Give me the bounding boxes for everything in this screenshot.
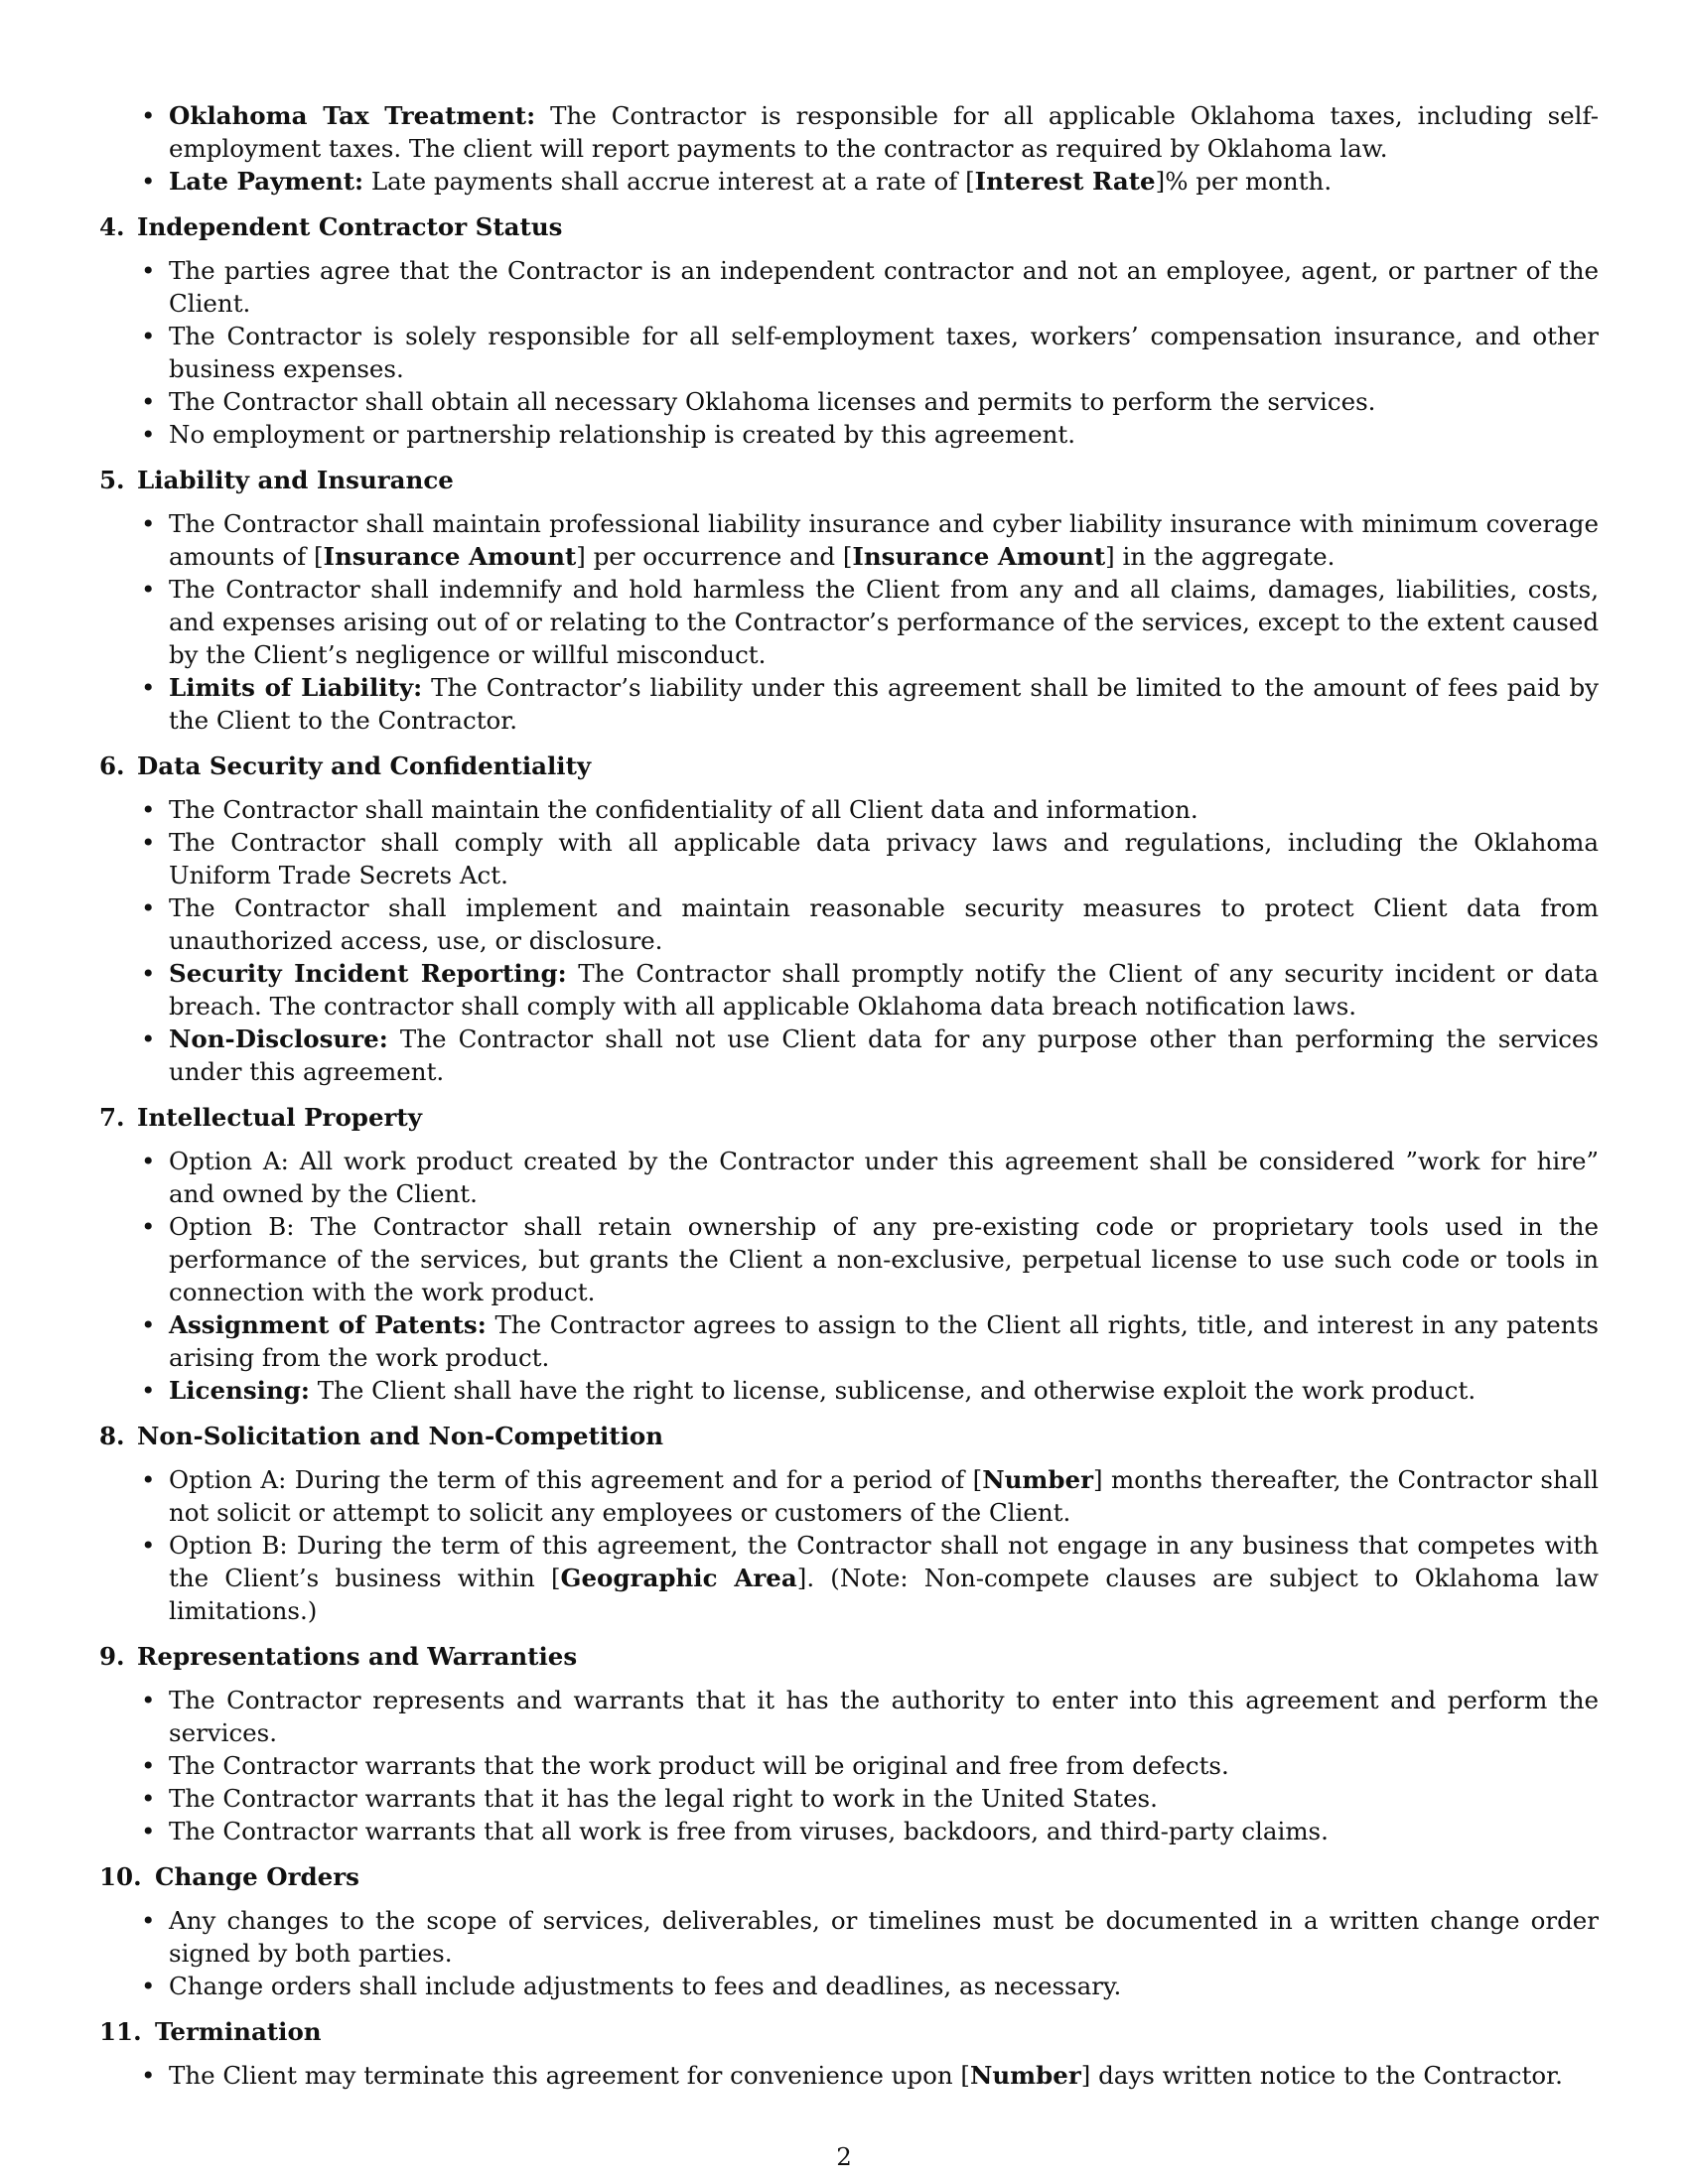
section-title: Representations and Warranties <box>137 1642 578 1671</box>
list-item: • Oklahoma Tax Treatment: The Contractor is responsible for all applicable Oklahoma taxes, including self-employment taxes. The client will report payments to the contractor as required by Oklahoma law. <box>99 99 1599 165</box>
section-number: 10. <box>99 1862 142 1891</box>
section-list <box>99 1463 1599 1627</box>
list-item: • The Contractor shall obtain all necessary Oklahoma licenses and permits to perform the services. <box>99 385 1599 418</box>
term-label: Late Payment: <box>169 167 364 196</box>
list-item: • The Contractor represents and warrants that it has the authority to enter into this agreement and perform the services. <box>99 1684 1599 1749</box>
section-title: Intellectual Property <box>137 1103 422 1132</box>
list-item: • The Contractor shall maintain professional liability insurance and cyber liability insurance with minimum coverage amounts of [Insurance Amount] per occurrence and [Insurance Amount] in the aggregate. <box>99 507 1599 573</box>
section-title: Termination <box>155 2017 322 2046</box>
list-item: • The Contractor shall indemnify and hold harmless the Client from any and all claims, damages, liabilities, costs, and expenses arising out of or relating to the Contractor’s performance of the services, except to the extent caused by the Client’s negligence or willful misconduct. <box>99 573 1599 671</box>
section-5 <box>99 464 1599 737</box>
list-item: • Change orders shall include adjustments to fees and deadlines, as necessary. <box>99 1970 1599 2002</box>
section-number: 4. <box>99 212 125 241</box>
section-heading <box>99 1420 1599 1452</box>
term-label: Assignment of Patents: <box>169 1310 487 1339</box>
section-heading <box>99 210 1599 243</box>
list-item: • The Contractor shall maintain the confidentiality of all Client data and information. <box>99 793 1599 826</box>
term-label: Oklahoma Tax Treatment: <box>169 101 536 130</box>
section-list <box>99 1145 1599 1407</box>
term-label: Security Incident Reporting: <box>169 959 567 988</box>
placeholder-field: Insurance Amount <box>852 542 1106 571</box>
section-number: 8. <box>99 1422 125 1450</box>
section-list <box>99 254 1599 451</box>
section-title: Independent Contractor Status <box>137 212 563 241</box>
section-8 <box>99 1420 1599 1627</box>
term-label: Non-Disclosure: <box>169 1024 388 1053</box>
section-4 <box>99 210 1599 451</box>
section-list <box>99 507 1599 737</box>
section-number: 9. <box>99 1642 125 1671</box>
list-item: • The Contractor warrants that it has the legal right to work in the United States. <box>99 1782 1599 1815</box>
list-item: • The Contractor shall implement and maintain reasonable security measures to protect Client data from unauthorized access, use, or disclosure. <box>99 891 1599 957</box>
list-item: • The Contractor is solely responsible for all self-employment taxes, workers’ compensation insurance, and other business expenses. <box>99 320 1599 385</box>
section-heading <box>99 1101 1599 1134</box>
section-11 <box>99 2015 1599 2092</box>
section-title: Change Orders <box>155 1862 359 1891</box>
section-list <box>99 793 1599 1088</box>
list-item: • The parties agree that the Contractor is an independent contractor and not an employee, agent, or partner of the Client. <box>99 254 1599 320</box>
section-number: 11. <box>99 2017 142 2046</box>
section-heading <box>99 2015 1599 2048</box>
section-9 <box>99 1640 1599 1847</box>
list-item: • Limits of Liability: The Contractor’s liability under this agreement shall be limited to the amount of fees paid by the Client to the Contractor. <box>99 671 1599 737</box>
list-item: • The Contractor shall comply with all applicable data privacy laws and regulations, including the Oklahoma Uniform Trade Secrets Act. <box>99 826 1599 891</box>
section-6 <box>99 750 1599 1088</box>
list-item: • No employment or partnership relationship is created by this agreement. <box>99 418 1599 451</box>
section-list <box>99 2059 1599 2092</box>
list-item: • Option A: During the term of this agreement and for a period of [Number] months thereafter, the Contractor shall not solicit or attempt to solicit any employees or customers of the Client. <box>99 1463 1599 1529</box>
list-item: • Option B: The Contractor shall retain ownership of any pre-existing code or proprietary tools used in the performance of the services, but grants the Client a non-exclusive, perpetual license to use such code or tools in connection with the work product. <box>99 1210 1599 1308</box>
section-heading <box>99 750 1599 782</box>
placeholder-field: Number <box>969 2061 1081 2090</box>
section-number: 5. <box>99 466 125 494</box>
list-item: • Assignment of Patents: The Contractor agrees to assign to the Client all rights, title, and interest in any patents arising from the work product. <box>99 1308 1599 1374</box>
placeholder-field: Interest Rate <box>974 167 1156 196</box>
placeholder-field: Number <box>982 1465 1093 1494</box>
section-title: Liability and Insurance <box>137 466 454 494</box>
list-item: • Security Incident Reporting: The Contractor shall promptly notify the Client of any security incident or data breach. The contractor shall comply with all applicable Oklahoma data breach notification laws. <box>99 957 1599 1023</box>
section-list <box>99 1904 1599 2002</box>
section-heading <box>99 1640 1599 1673</box>
section-list <box>99 1684 1599 1847</box>
section-heading <box>99 1860 1599 1893</box>
list-item: • The Contractor warrants that the work product will be original and free from defects. <box>99 1749 1599 1782</box>
section-number: 6. <box>99 751 125 780</box>
document-page <box>99 99 1599 2092</box>
list-item: • The Client may terminate this agreement for convenience upon [Number] days written notice to the Contractor. <box>99 2059 1599 2092</box>
list-item: • Any changes to the scope of services, deliverables, or timelines must be documented in a written change order signed by both parties. <box>99 1904 1599 1970</box>
list-item: • Option A: All work product created by the Contractor under this agreement shall be considered ”work for hire” and owned by the Client. <box>99 1145 1599 1210</box>
list-item: • The Contractor warrants that all work is free from viruses, backdoors, and third-party claims. <box>99 1815 1599 1847</box>
section-title: Non-Solicitation and Non-Competition <box>137 1422 664 1450</box>
page-number: 2 <box>836 2142 852 2171</box>
section-number: 7. <box>99 1103 125 1132</box>
section-10 <box>99 1860 1599 2002</box>
section-heading <box>99 464 1599 496</box>
list-item: • Option B: During the term of this agreement, the Contractor shall not engage in any business that competes with the Client’s business within [Geographic Area]. (Note: Non-compete clauses are subject to Oklahoma law limitations.) <box>99 1529 1599 1627</box>
placeholder-field: Geographic Area <box>560 1564 797 1592</box>
section-3-continued-list <box>99 99 1599 198</box>
list-item: • Late Payment: Late payments shall accrue interest at a rate of [Interest Rate]% per month. <box>99 165 1599 198</box>
placeholder-field: Insurance Amount <box>323 542 577 571</box>
list-item: • Licensing: The Client shall have the right to license, sublicense, and otherwise exploit the work product. <box>99 1374 1599 1407</box>
term-label: Limits of Liability: <box>169 673 423 702</box>
section-7 <box>99 1101 1599 1407</box>
term-label: Licensing: <box>169 1376 310 1405</box>
section-title: Data Security and Confidentiality <box>137 751 592 780</box>
list-item: • Non-Disclosure: The Contractor shall not use Client data for any purpose other than performing the services under this agreement. <box>99 1023 1599 1088</box>
